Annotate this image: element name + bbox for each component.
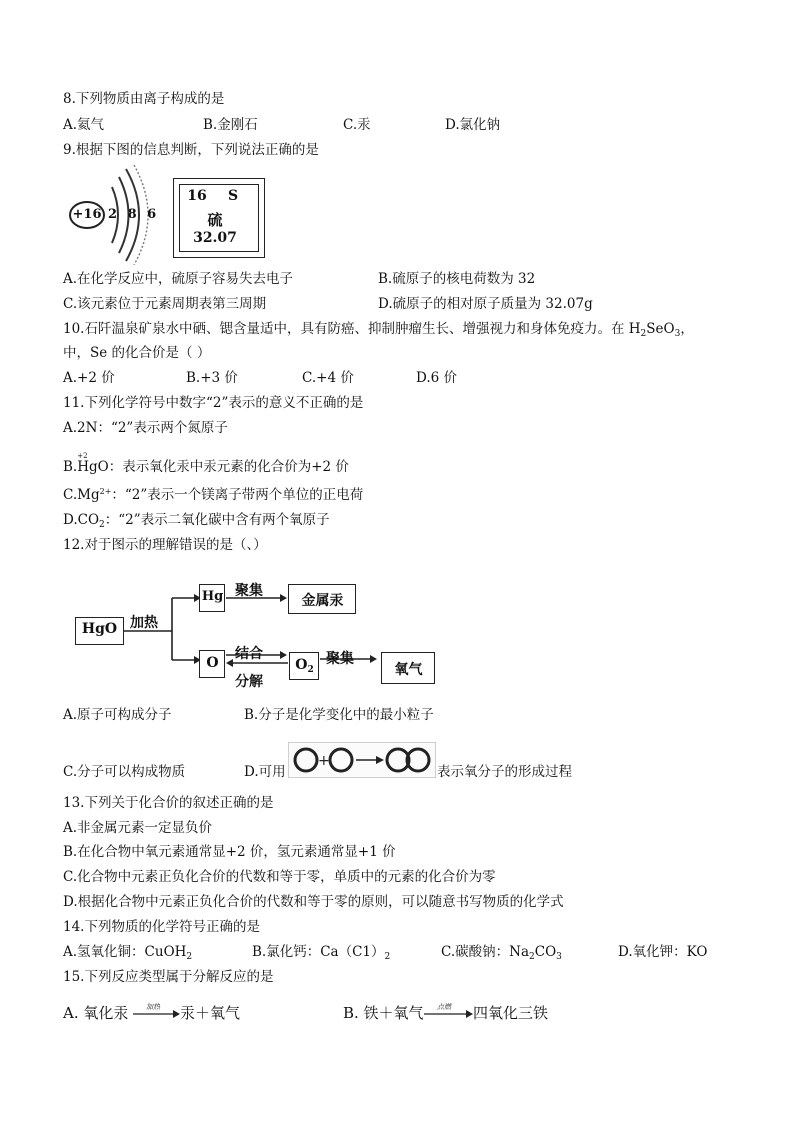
q14-option-d: D.氧化钾：KO: [618, 944, 708, 960]
q12-stem: 12.对于图示的理解错误的是（、）: [63, 537, 267, 553]
q12-option-c: C.分子可以构成物质: [63, 764, 186, 780]
q13-option-b: B.在化合物中氧元素通常显+2 价，氢元素通常显+1 价: [63, 844, 396, 860]
q15-option-b-condition: 点燃: [437, 1003, 451, 1011]
q9-option-d: D.硫原子的相对原子质量为 32.07g: [378, 296, 593, 312]
oxygen-label: 氧气: [394, 662, 423, 678]
q12-option-b: B.分子是化学变化中的最小粒子: [244, 707, 434, 723]
q15-stem: 15.下列反应类型属于分解反应的是: [63, 969, 274, 985]
q10-option-d: D.6 价: [416, 370, 458, 386]
svg-text:+: +: [318, 753, 330, 769]
q11-option-a: A.2N：“2”表示两个氮原子: [63, 420, 228, 436]
q8-option-a: A.氦气: [63, 117, 105, 133]
element-name: 硫: [207, 211, 223, 229]
q13-stem: 13.下列关于化合价的叙述正确的是: [63, 795, 274, 811]
q15-option-a-right: 汞＋氧气: [180, 1004, 241, 1022]
q9-stem: 9.根据下图的信息判断，下列说法正确的是: [63, 142, 319, 158]
q8-option-b: B.金刚石: [203, 117, 258, 133]
heat-label: 加热: [130, 615, 158, 631]
q14-option-a: A.氢氧化铜：CuOH$_2$: [63, 944, 193, 962]
atomic-number: 16: [187, 188, 207, 204]
q8-option-d: D.氯化钠: [445, 117, 501, 133]
metal-mercury-label: 金属汞: [301, 593, 344, 609]
q15-option-b-left: B. 铁＋氧气: [343, 1004, 424, 1022]
electron-counts: 2 8 6: [108, 207, 160, 222]
element-symbol: S: [227, 188, 239, 204]
q10-stem: 10.石阡温泉矿泉水中硒、锶含量适中，具有防癌、抑制肿瘤生长、增强视力和身体免疫力。在 $H_2SeO_3$，: [63, 321, 694, 339]
q9-option-c: C.该元素位于元素周期表第三周期: [63, 296, 267, 312]
q11-option-d: $D.CO_2$：“2”表示二氧化碳中含有两个氧原子: [63, 512, 330, 530]
decompose-label: 分解: [235, 674, 263, 690]
q11-option-b: B. +2 HgO：表示氧化汞中汞元素的化合价为+2 价: [63, 452, 349, 475]
gather-label-1: 聚集: [235, 583, 263, 599]
q9-option-b: B.硫原子的核电荷数为 32: [378, 271, 536, 287]
o-atom-label: O: [206, 655, 219, 671]
gather-label-2: 聚集: [326, 651, 354, 667]
q14-option-b: B.氯化钙：$Ca(C1)_2$: [252, 944, 391, 962]
reaction-arrow-a: [131, 1007, 181, 1021]
combine-label: 结合: [235, 646, 263, 662]
relative-atomic-mass: 32.07: [193, 230, 237, 246]
q9-option-a: A.在化学反应中，硫原子容易失去电子: [63, 271, 294, 287]
q13-option-a: A.非金属元素一定显负价: [63, 820, 213, 836]
reaction-arrow-b: [422, 1007, 474, 1021]
o2-label: $O_2$: [295, 657, 314, 675]
q14-stem: 14.下列物质的化学符号正确的是: [63, 919, 260, 935]
q13-option-d: D.根据化合物中元素正负化合价的代数和等于零的原则，可以随意书写物质的化学式: [63, 894, 564, 910]
q8-option-c: C.汞: [343, 117, 371, 133]
q11-stem: 11.下列化学符号中数字“2”表示的意义不正确的是: [63, 395, 364, 411]
q11-option-c: $C.Mg^{2+}$：“2”表示一个镁离子带两个单位的正电荷: [63, 487, 364, 503]
q10-option-a: A.+2 价: [63, 370, 115, 386]
q13-option-c: C.化合物中元素正负化合价的代数和等于零，单质中的元素的化合价为零: [63, 869, 496, 885]
hgo-label: HgO: [81, 621, 118, 637]
q15-option-b-right: 四氧化三铁: [473, 1004, 549, 1022]
q10-option-b: B.+3 价: [186, 370, 238, 386]
hg-label: Hg: [201, 589, 224, 604]
q12-option-d-suffix: 表示氧分子的形成过程: [437, 764, 572, 780]
nucleus-charge: +16: [72, 207, 102, 222]
q10-stem-line2: 中，Se 的化合价是（ ）: [63, 345, 211, 361]
q15-option-a-left: A. 氧化汞: [63, 1004, 129, 1022]
q14-option-c: C.碳酸钠：$Na_2CO_3$: [441, 944, 562, 962]
q15-option-a-condition: 加热: [146, 1003, 160, 1011]
q10-option-c: C.+4 价: [302, 370, 354, 386]
q12-option-d-prefix: D.可用: [244, 764, 286, 780]
q12-option-a: A.原子可构成分子: [63, 707, 172, 723]
oxygen-molecule-formation-diagram: [288, 742, 436, 778]
q8-stem: 8.下列物质由离子构成的是: [63, 91, 225, 107]
